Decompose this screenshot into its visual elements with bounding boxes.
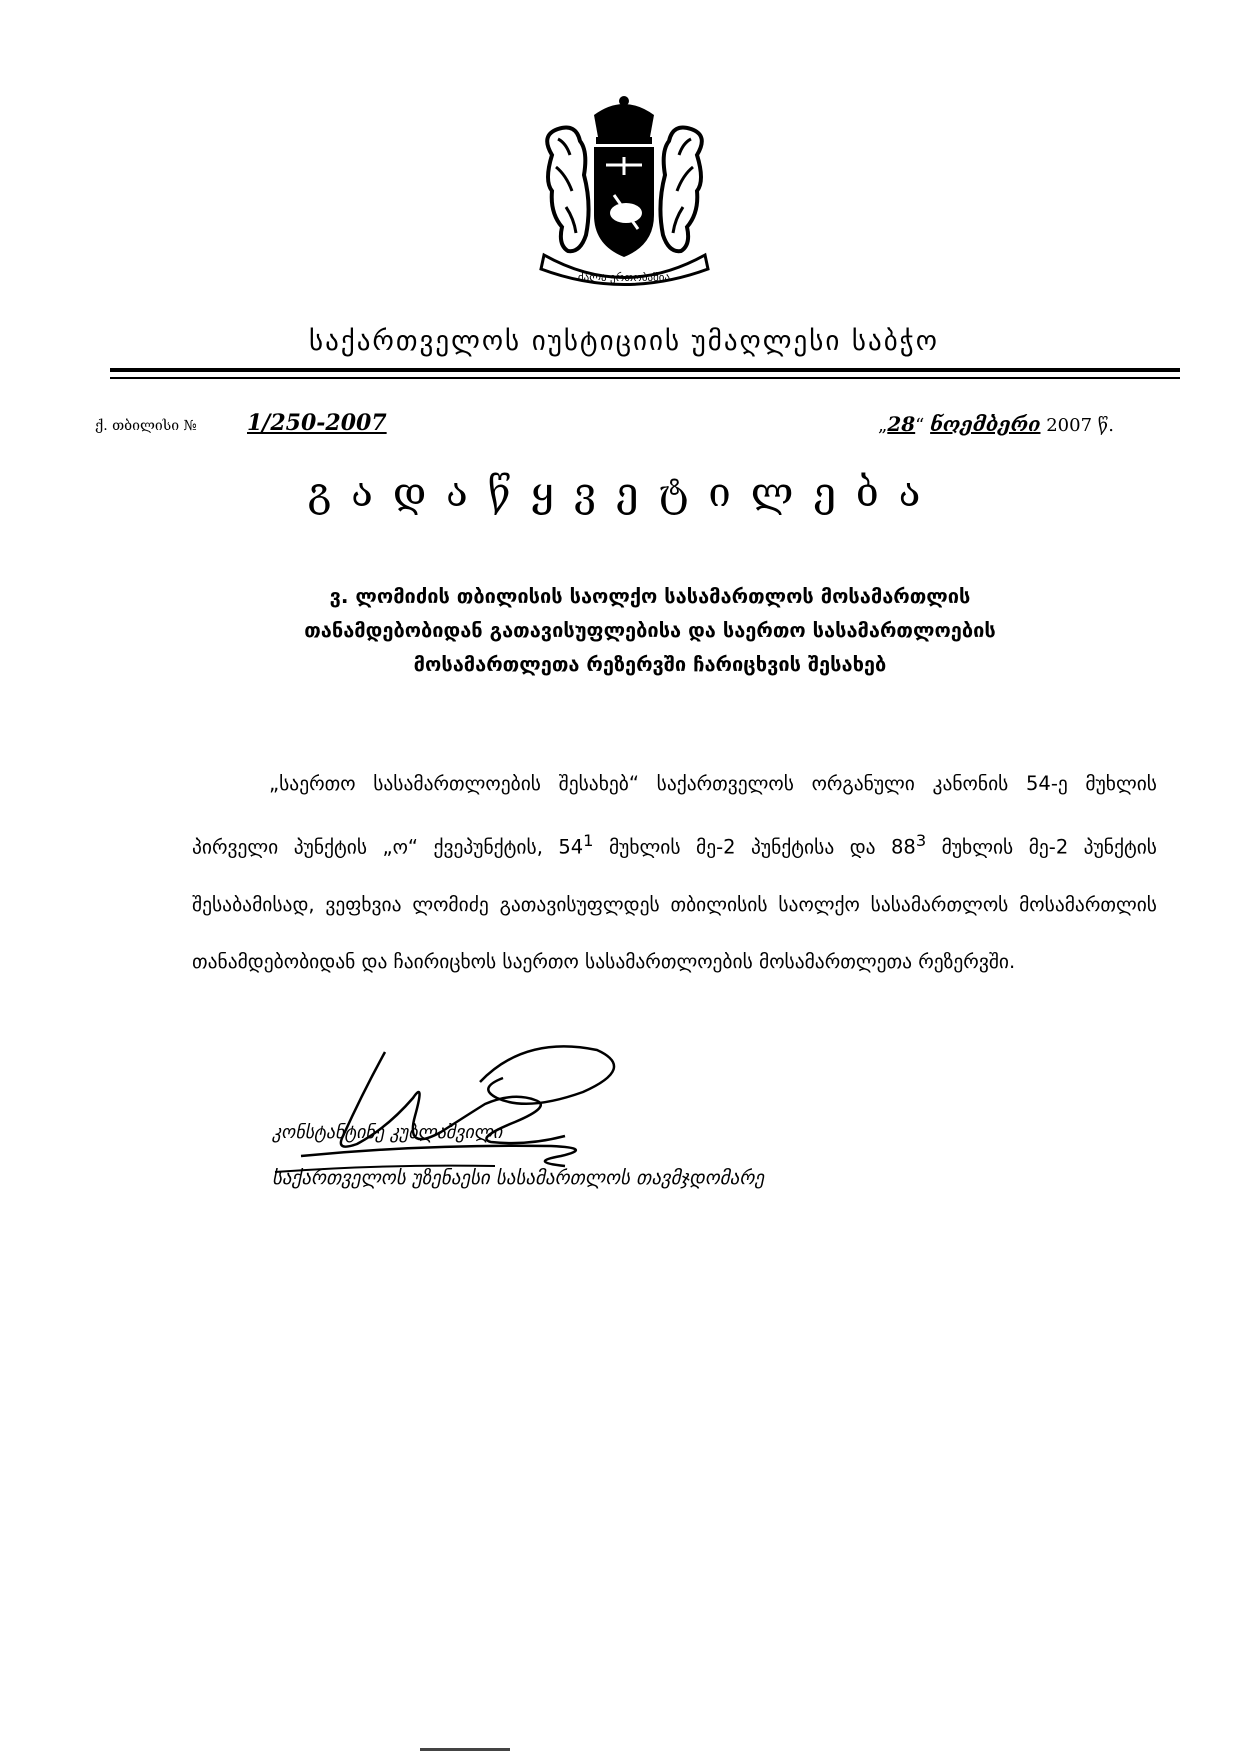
header-divider-thick: [110, 368, 1180, 372]
document-subject: ვ. ლომიძის თბილისის საოლქო სასამართლოს მოსამართლის თანამდებობიდან გათავისუფლებისა და საერთო სასამართლოების მოსამართლეთა რეზერვში ჩარიცხვის შესახებ: [304, 584, 996, 676]
body-text-part-2: მუხლის მე-2 პუნქტისა და 88: [593, 835, 916, 859]
signer-name: კონსტანტინე კუბლაშვილი: [272, 1122, 503, 1143]
body-superscript-2: 3: [915, 831, 927, 850]
document-type: გადაწყვეტილება: [307, 470, 941, 516]
body-text-part-1: „საერთო სასამართლოების შესახებ“ საქართველოს ორგანული კანონის 54-ე მუხლის პირველი პუნქტის „ო“ ქვეპუნქტის, 54: [192, 772, 1157, 859]
date-block: „28“ ნოემბერი 2007 წ.: [878, 412, 1114, 436]
page-edge-mark: [420, 1748, 510, 1751]
date-year: 2007: [1046, 415, 1093, 436]
place-label: ქ. თბილისი №: [95, 418, 197, 434]
year-suffix: წ.: [1097, 415, 1114, 436]
georgia-coat-of-arms-icon: [522, 95, 727, 300]
institution-title: საქართველოს იუსტიციის უმაღლესი საბჭო: [309, 326, 939, 357]
body-superscript-1: 1: [583, 831, 594, 850]
body-paragraph: [192, 755, 1157, 990]
decree-number: 1/250-2007: [247, 410, 387, 436]
body-text-part-3: მუხლის მე-2 პუნქტის შესაბამისად, ვეფხვია ლომიძე გათავისუფლდეს თბილისის საოლქო სასამართლოს მოსამართლის თანამდებობიდან და ჩაირიცხოს საერთო სასამართლოების მოსამართლეთა რეზერვში.: [192, 835, 1157, 973]
emblem-motto: ძალა ერთობაშია: [577, 271, 671, 284]
date-month: ნოემბერი: [930, 412, 1041, 436]
header-divider-thin: [110, 377, 1180, 379]
document-body: [192, 755, 1157, 990]
signer-title: საქართველოს უზენაესი სასამართლოს თავმჯდომარე: [272, 1167, 765, 1189]
date-day: 28: [887, 412, 916, 436]
